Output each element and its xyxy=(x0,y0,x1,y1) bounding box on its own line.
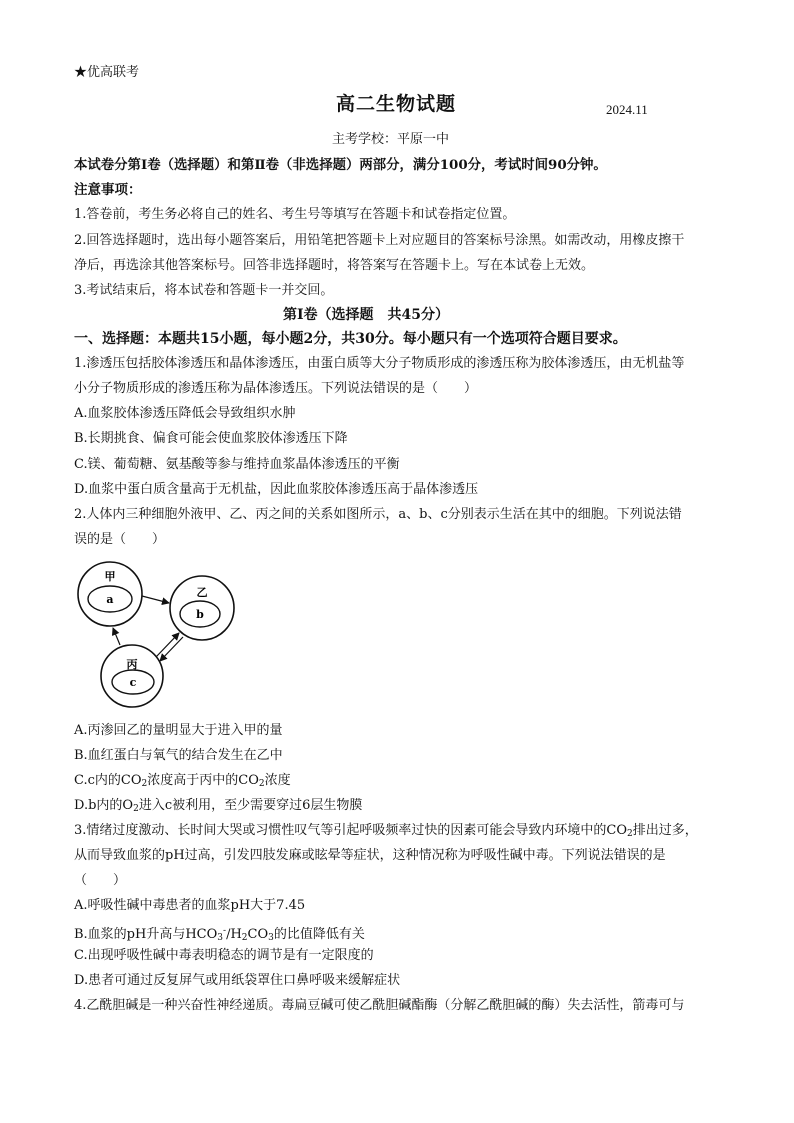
q3-stem-3: （ ） xyxy=(74,873,127,888)
part-title: 一、选择题：本题共15小题，每小题2分，共30分。每小题只有一个选项符合题目要求。 xyxy=(74,331,627,347)
note-1: 1.答卷前，考生务必将自己的姓名、考生号等填写在答题卡和试卷指定位置。 xyxy=(74,207,516,222)
q2-option-d: D.b内的$O_2$进入c被利用，至少需要穿过6层生物膜 xyxy=(74,798,363,814)
label-b: b xyxy=(196,608,204,621)
exam-info: 本试卷分第Ⅰ卷（选择题）和第Ⅱ卷（非选择题）两部分，满分100分，考试时间90分钟。 xyxy=(74,157,607,173)
q2-option-b: B.血红蛋白与氧气的结合发生在乙中 xyxy=(74,748,283,763)
label-yi: 乙 xyxy=(196,586,208,599)
top-mark: ★优高联考 xyxy=(74,65,140,80)
q2-option-c: C.c内的$CO_2$浓度高于丙中的$CO_2$浓度 xyxy=(74,773,291,789)
q3-stem-2: 从而导致血浆的pH过高，引发四肢发麻或眩晕等症状，这种情况称为呼吸性碱中毒。下列说法错误的是 xyxy=(74,848,666,863)
q3-option-c: C.出现呼吸性碱中毒表明稳态的调节是有一定限度的 xyxy=(74,948,374,963)
q1-option-c: C.镁、葡萄糖、氨基酸等参与维持血浆晶体渗透压的平衡 xyxy=(74,457,400,472)
note-2a: 2.回答选择题时，选出每小题答案后，用铅笔把答题卡上对应题目的答案标号涂黑。如需改动，用橡皮擦干 xyxy=(74,233,685,248)
label-bing: 丙 xyxy=(126,658,138,671)
exam-date: 2024.11 xyxy=(606,102,648,117)
q1-option-b: B.长期挑食、偏食可能会使血浆胶体渗透压下降 xyxy=(74,431,348,446)
q2-stem-1: 2.人体内三种细胞外液甲、乙、丙之间的关系如图所示，a、b、c分别表示生活在其中的细胞。下列说法错 xyxy=(74,507,682,522)
arrow-jia-to-yi xyxy=(142,596,169,603)
q1-stem-1: 1.渗透压包括胶体渗透压和晶体渗透压，由蛋白质等大分子物质形成的渗透压称为胶体渗透压，由无机盐等 xyxy=(74,356,685,371)
q3-option-d: D.患者可通过反复屏气或用纸袋罩住口鼻呼吸来缓解症状 xyxy=(74,973,401,988)
q1-option-a: A.血浆胶体渗透压降低会导致组织水肿 xyxy=(74,406,296,421)
fluid-yi-node xyxy=(170,576,234,640)
arrow-bing-to-jia xyxy=(113,628,120,645)
q4-stem-1: 4.乙酰胆碱是一种兴奋性神经递质。毒扁豆碱可使乙酰胆碱酯酶（分解乙酰胆碱的酶）失去活性，箭毒可与 xyxy=(74,998,685,1013)
body-fluid-diagram xyxy=(70,558,250,713)
note-2b: 净后，再选涂其他答案标号。回答非选择题时，将答案写在答题卡上。写在本试卷上无效。 xyxy=(74,258,595,273)
q3-option-b: B.血浆的pH升高与$HCO_3^-/H_2CO_3$的比值降低有关 xyxy=(74,926,365,943)
q1-option-d: D.血浆中蛋白质含量高于无机盐，因此血浆胶体渗透压高于晶体渗透压 xyxy=(74,482,479,497)
q2-stem-2: 误的是（ ） xyxy=(74,532,166,547)
q2-option-a: A.丙渗回乙的量明显大于进入甲的量 xyxy=(74,723,283,738)
q3-stem-1: 3.情绪过度激动、长时间大哭或习惯性叹气等引起呼吸频率过快的因素可能会导致内环境中的$CO_2$排出过多， xyxy=(74,823,698,839)
host-school: 主考学校：平原一中 xyxy=(332,132,450,147)
label-c: c xyxy=(129,676,137,689)
section-title: 第Ⅰ卷（选择题 共45分） xyxy=(283,307,450,323)
note-3: 3.考试结束后，将本试卷和答题卡一并交回。 xyxy=(74,283,334,298)
label-a: a xyxy=(106,593,114,606)
label-jia: 甲 xyxy=(104,570,116,583)
page-title: 高二生物试题 xyxy=(336,93,457,115)
q1-stem-2: 小分子物质形成的渗透压称为晶体渗透压。下列说法错误的是（ ） xyxy=(74,381,478,396)
fluid-jia-node xyxy=(78,562,142,626)
fluid-bing-node xyxy=(101,645,163,707)
notice-title: 注意事项： xyxy=(74,182,142,198)
q3-option-a: A.呼吸性碱中毒患者的血浆pH大于7.45 xyxy=(74,898,306,913)
